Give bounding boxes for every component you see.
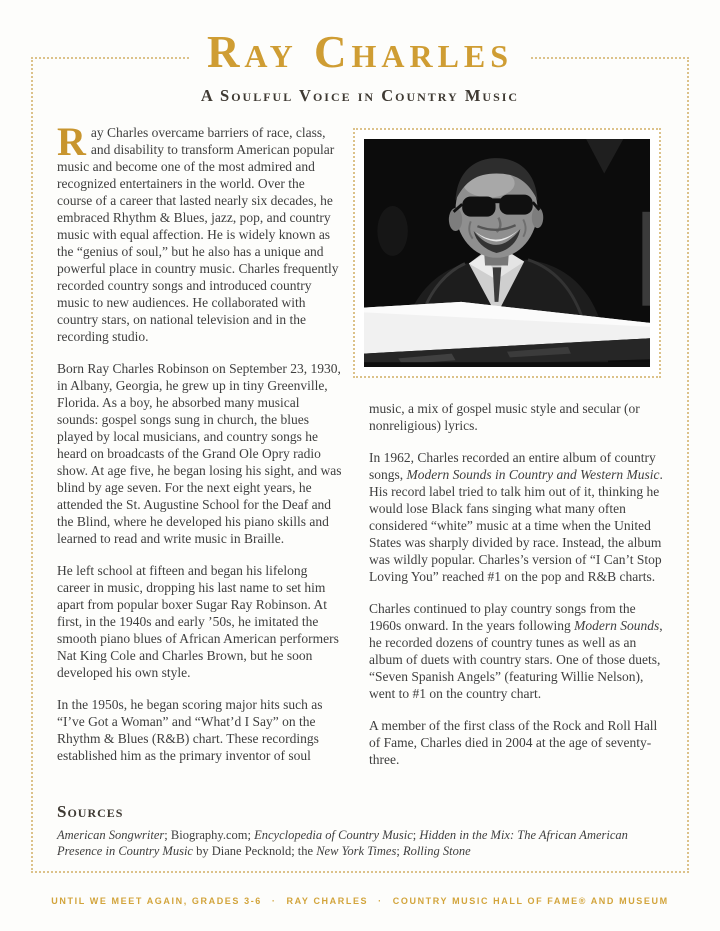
sources-list: American Songwriter; Biography.com; Encyclopedia of Country Music; Hidden in the Mix: The African American Presence in Country Music by Diane Pecknold; the New York Times; Rolling Stone [57,828,628,858]
paragraph [57,119,343,345]
page-title: Ray Charles [189,26,531,78]
header [0,26,720,78]
paragraph-text: Born Ray Charles Robinson on September 23, 1930, in Albany, Georgia, he grew up in tiny Greenville, Florida. As a boy, he absorbed many musical sounds: gospel songs sung in church, the blues played by local musicians, and country songs he heard on broadcasts of the Grand Ole Opry radio show. At age five, he began losing his sight, and was blind by age seven. For the next eight years, he attended the St. Augustine School for the Deaf and the Blind, where he developed his piano skills and learned to read and write music in Braille. [57,361,342,546]
paragraph-text: In the 1950s, he began scoring major hits such as “I’ve Got a Woman” and “What’d I Say” on the Rhythm & Blues (R&B) chart. These recordings established him as the primary inventor of soul [57,697,323,763]
paragraph-text: Charles continued to play country songs from the 1960s onward. In the years following Modern Sounds, he recorded dozens of country tunes as well as an album of duets with country stars. One of those duets, “Seven Spanish Angels” (featuring Willie Nelson), went to #1 on the country chart. [369,601,663,701]
photo-frame [353,128,661,378]
footer-course: UNTIL WE MEET AGAIN, GRADES 3-6 [51,896,262,906]
left-column [57,119,343,783]
drop-cap: R [57,119,86,164]
sources-heading: Sources [57,802,124,821]
paragraph-text: A member of the first class of the Rock and Roll Hall of Fame, Charles died in 2004 at the age of seventy-three. [369,718,658,767]
page-subtitle: A Soulful Voice in Country Music [200,86,520,105]
right-column [369,124,663,783]
paragraph-text: In 1962, Charles recorded an entire album of country songs, Modern Sounds in Country and Western Music. His record label tried to talk him out of it, thinking he would lose Black fans singing what many often considered “white” music at a time when the United States was sharply divided by race. Instead, the album was wildly popular. Charles’s version of “I Can’t Stop Loving You” reached #1 on the pop and R&B charts. [369,450,663,584]
paragraph-text: ay Charles overcame barriers of race, class, and disability to transform American popular music and become one of the most admired and recognized entertainers in the world. Over the course of a career that lasted nearly six decades, he embraced Rhythm & Blues, jazz, pop, and country music with equal affection. He is widely known as the “genius of soul,” but he also has a unique and powerful place in country music. Charles frequently recorded country songs and introduced country music to new audiences. He collaborated with country stars, on national television and in the recording studio. [57,125,339,344]
paragraph-text: music, a mix of gospel music style and secular (or nonreligious) lyrics. [369,401,640,433]
article-body [57,119,663,783]
footer-museum: COUNTRY MUSIC HALL OF FAME® AND MUSEUM [392,896,669,906]
ray-charles-piano-photo [364,139,650,367]
page-footer [0,896,720,906]
paragraph-text: He left school at fifteen and began his lifelong career in music, dropping his last name to set him apart from popular boxer Sugar Ray Robinson. At first, in the 1940s and early ’50s, he imitated the smooth piano blues of African American performers Nat King Cole and Charles Brown, but he soon developed his own style. [57,563,339,680]
sources-section [57,802,671,859]
footer-artist: RAY CHARLES [286,896,369,906]
footer-separator: · [378,896,383,906]
footer-separator: · [271,896,277,906]
